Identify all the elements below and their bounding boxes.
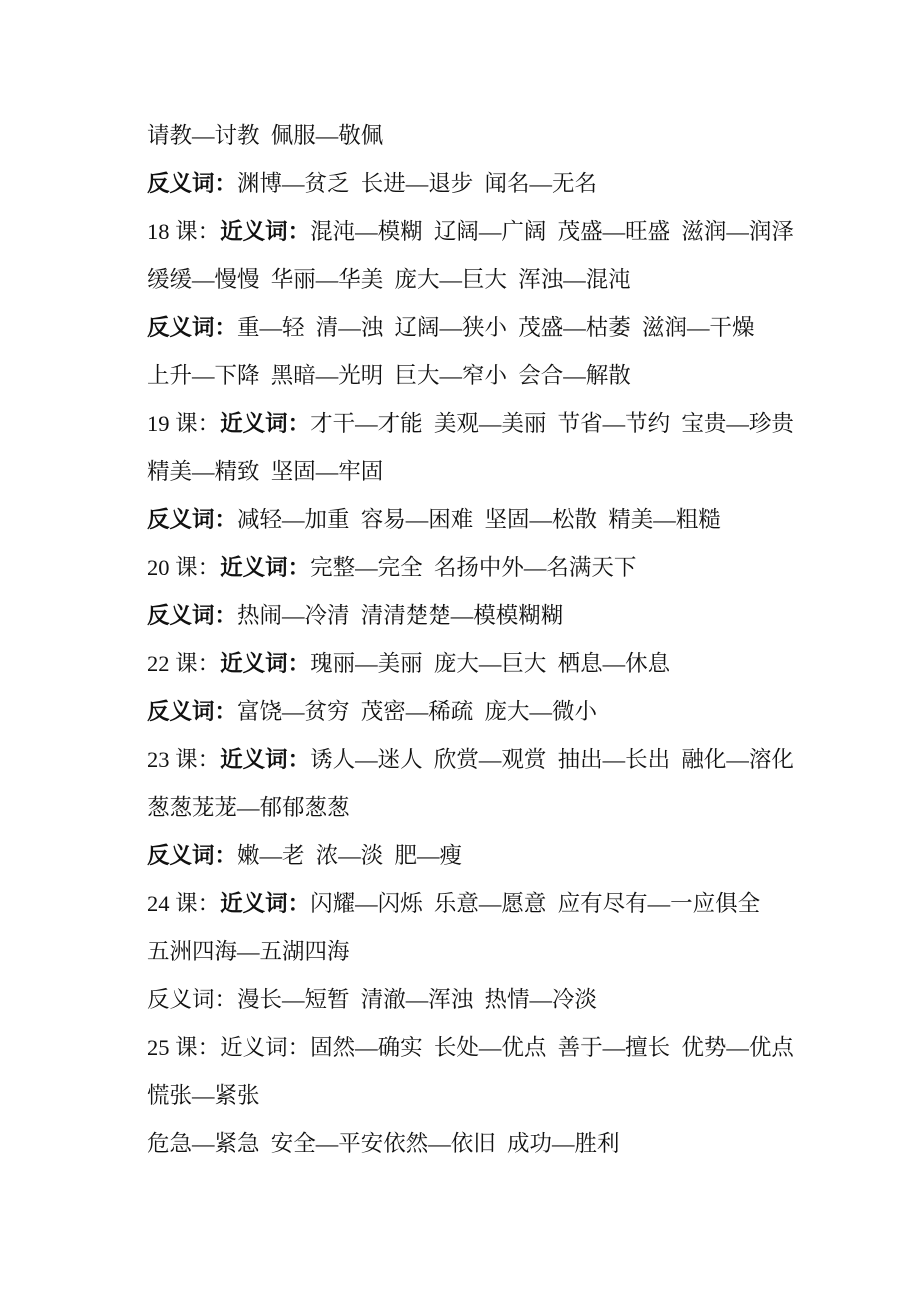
word-pairs: 上升—下降 黑暗—光明 巨大—窄小 会合—解散 — [147, 363, 631, 388]
word-pairs: 瑰丽—美丽 庞大—巨大 栖息—休息 — [310, 651, 671, 676]
text-line — [147, 1024, 847, 1072]
word-pairs: 热闹—冷清 清清楚楚—模模糊糊 — [237, 603, 564, 628]
word-type-label: 反义词： — [147, 315, 238, 340]
text-line — [147, 400, 847, 448]
word-pairs: 闪耀—闪烁 乐意—愿意 应有尽有—一应俱全 — [310, 891, 761, 916]
text-line — [147, 784, 847, 832]
lesson-number: 18 课： — [147, 219, 221, 244]
text-line — [147, 496, 847, 544]
word-type-label: 反义词： — [147, 987, 238, 1012]
text-line — [147, 448, 847, 496]
word-pairs: 重—轻 清—浊 辽阔—狭小 茂盛—枯萎 滋润—干燥 — [237, 315, 755, 340]
text-line — [147, 256, 847, 304]
word-pairs: 嫩—老 浓—淡 肥—瘦 — [237, 843, 463, 868]
word-pairs: 请教—讨教 佩服—敬佩 — [147, 123, 384, 148]
text-line — [147, 352, 847, 400]
lesson-number: 20 课： — [147, 555, 221, 580]
text-line — [147, 208, 847, 256]
word-type-label: 近义词： — [220, 747, 311, 772]
text-line — [147, 976, 847, 1024]
text-line — [147, 1120, 847, 1168]
text-line — [147, 736, 847, 784]
text-line — [147, 112, 847, 160]
word-pairs: 减轻—加重 容易—困难 坚固—松散 精美—粗糙 — [237, 507, 721, 532]
lesson-number: 23 课： — [147, 747, 221, 772]
lesson-number: 22 课： — [147, 651, 221, 676]
lesson-number: 25 课： — [147, 1035, 221, 1060]
word-pairs: 才干—才能 美观—美丽 节省—节约 宝贵—珍贵 — [310, 411, 794, 436]
word-type-label: 反义词： — [147, 699, 238, 724]
document-page — [147, 112, 847, 1168]
word-type-label: 反义词： — [147, 603, 238, 628]
word-type-label: 近义词： — [220, 555, 311, 580]
word-pairs: 危急—紧急 安全—平安依然—依旧 成功—胜利 — [147, 1131, 620, 1156]
text-line — [147, 544, 847, 592]
word-pairs: 混沌—模糊 辽阔—广阔 茂盛—旺盛 滋润—润泽 — [310, 219, 794, 244]
word-type-label: 近义词： — [220, 891, 311, 916]
text-line — [147, 1072, 847, 1120]
word-pairs: 五洲四海—五湖四海 — [147, 939, 350, 964]
word-type-label: 反义词： — [147, 171, 238, 196]
lesson-number: 24 课： — [147, 891, 221, 916]
text-line — [147, 832, 847, 880]
word-type-label: 反义词： — [147, 507, 238, 532]
lesson-number: 19 课： — [147, 411, 221, 436]
word-pairs: 葱葱茏茏—郁郁葱葱 — [147, 795, 350, 820]
word-type-label: 近义词： — [220, 219, 311, 244]
word-pairs: 渊博—贫乏 长进—退步 闻名—无名 — [237, 171, 598, 196]
word-pairs: 漫长—短暂 清澈—浑浊 热情—冷淡 — [237, 987, 598, 1012]
word-pairs: 富饶—贫穷 茂密—稀疏 庞大—微小 — [237, 699, 598, 724]
word-type-label: 近义词： — [220, 1035, 311, 1060]
word-pairs: 缓缓—慢慢 华丽—华美 庞大—巨大 浑浊—混沌 — [147, 267, 631, 292]
word-type-label: 近义词： — [220, 651, 311, 676]
text-line — [147, 592, 847, 640]
word-pairs: 完整—完全 名扬中外—名满天下 — [310, 555, 637, 580]
text-line — [147, 640, 847, 688]
text-line — [147, 160, 847, 208]
word-type-label: 反义词： — [147, 843, 238, 868]
text-line — [147, 688, 847, 736]
word-pairs: 精美—精致 坚固—牢固 — [147, 459, 384, 484]
text-line — [147, 928, 847, 976]
text-line — [147, 304, 847, 352]
word-pairs: 诱人—迷人 欣赏—观赏 抽出—长出 融化—溶化 — [310, 747, 794, 772]
word-type-label: 近义词： — [220, 411, 311, 436]
word-pairs: 慌张—紧张 — [147, 1083, 260, 1108]
text-line — [147, 880, 847, 928]
word-pairs: 固然—确实 长处—优点 善于—擅长 优势—优点 — [310, 1035, 794, 1060]
